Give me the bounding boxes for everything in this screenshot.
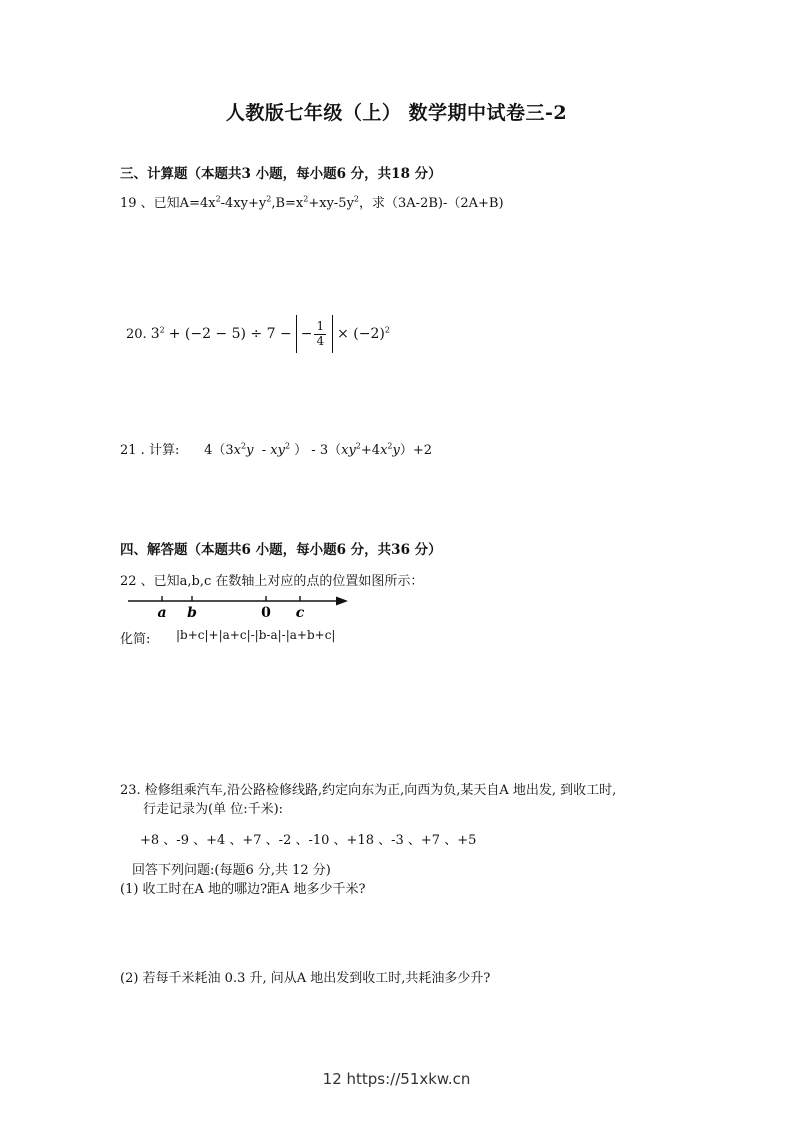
q20-term-3 <box>337 326 390 342</box>
q19-text-3: ,B=x <box>271 196 304 211</box>
q21-sup-3: 2 <box>355 441 361 451</box>
q20-base: 3 <box>150 326 160 342</box>
q22-expression: |b+c|+|a+c|-|b-a|-|a+b+c| <box>176 628 336 642</box>
question-23-line-1: 23. 检修组乘汽车,沿公路检修线路,约定向东为正,向西为负,某天自A 地出发, 到收工时, <box>120 783 617 798</box>
question-19 <box>120 192 504 211</box>
q21-sup-4: 2 <box>387 441 393 451</box>
q19-sup-3: 2 <box>303 194 309 204</box>
q19-text-5: ，求（3A-2B)-（2A+B) <box>359 196 504 211</box>
number-line-arrow-icon <box>336 597 348 606</box>
q20-term-2: + (−2 − 5) ÷ 7 − <box>168 326 292 342</box>
q19-text-4: +xy-5y <box>308 196 354 211</box>
q20-exponent: 2 <box>159 325 165 335</box>
label-c: c <box>295 605 305 621</box>
number-line <box>126 592 352 622</box>
label-zero: 0 <box>261 605 271 621</box>
question-21 <box>120 439 432 458</box>
q21-sup-2: 2 <box>284 441 291 451</box>
question-23-line-2: 行走记录为(单 位:千米): <box>143 802 284 817</box>
page-title: 人教版七年级（上） 数学期中试卷三-2 <box>225 102 568 124</box>
question-23-sub-2: (2) 若每千米耗油 0.3 升, 问从A 地出发到收工时,共耗油多少升? <box>120 971 491 986</box>
q21-var-xy: xy <box>341 443 356 458</box>
question-23-sub-1: (1) 收工时在A 地的哪边?距A 地多少千米? <box>120 882 366 897</box>
page-footer: 12 https://51xkw.cn <box>322 1070 471 1088</box>
question-20 <box>126 312 390 356</box>
q20-label: 20. <box>126 326 147 342</box>
section3-heading: 三、计算题（本题共3 小题，每小题6 分，共18 分） <box>120 166 442 182</box>
q20-absolute-value <box>296 315 333 353</box>
q21-part-3: ） - 3（ <box>294 443 342 458</box>
q21-var-x2: x <box>380 443 388 458</box>
question-22-text: 22 、已知a,b,c 在数轴上对应的点的位置如图所示： <box>120 574 424 589</box>
q21-part-2: - xy <box>261 443 285 458</box>
q20-term-1 <box>151 326 165 342</box>
q21-part-4: +4 <box>360 443 381 458</box>
q21-part-1: 4（3 <box>204 443 234 458</box>
q19-sup-4: 2 <box>353 194 360 204</box>
label-b: b <box>187 605 197 621</box>
q22-simplify-label: 化简: <box>120 632 151 647</box>
q19-text-2: -4xy+y <box>220 196 267 211</box>
question-23-intro: 回答下列问题:(每题6 分,共 12 分) <box>132 863 331 878</box>
q21-label: 21 . 计算: <box>120 443 180 458</box>
q19-sup-2: 2 <box>266 194 272 204</box>
q19-text-1: 19 、已知A=4x <box>120 196 216 211</box>
q20-fraction <box>314 320 326 347</box>
q20-denominator: 4 <box>316 333 325 348</box>
question-23-records: +8 、-9 、+4 、+7 、-2 、-10 、+18 、-3 、+7 、+5 <box>140 833 477 848</box>
q21-var-y: y <box>246 443 254 458</box>
q21-var-x: x <box>233 443 242 458</box>
q21-sup-1: 2 <box>241 441 247 451</box>
q19-sup-1: 2 <box>215 194 221 204</box>
q21-part-5: ）+2 <box>399 443 433 458</box>
q20-term-3-base: × (−2) <box>337 326 385 342</box>
q21-var-y2: y <box>392 443 400 458</box>
label-a: a <box>157 605 167 621</box>
section4-heading: 四、解答题（本题共6 小题，每小题6 分，共36 分） <box>120 542 442 558</box>
q20-numerator: 1 <box>316 319 325 334</box>
q20-minus-sign: − <box>300 326 313 342</box>
q20-exponent-2: 2 <box>384 325 390 335</box>
